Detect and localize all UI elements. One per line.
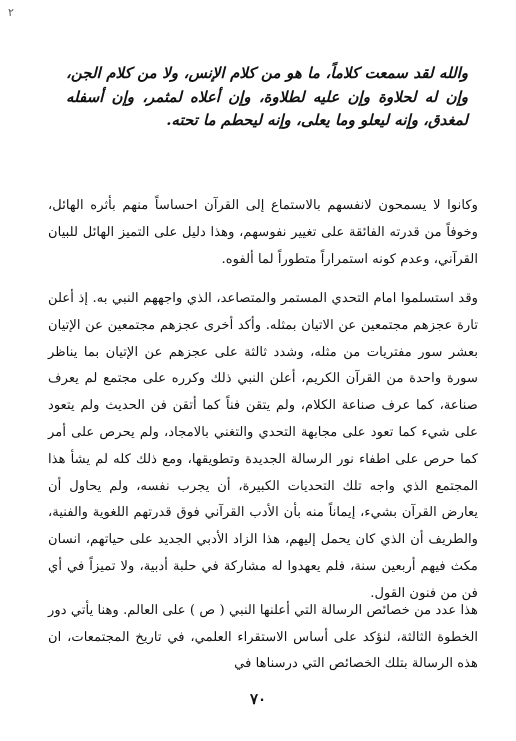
paragraph-2: وقد استسلموا امام التحدي المستمر والمتصاعد، الذي واجههم النبي به. إذ أعلن تارة عجزهم مجتمعين عن الاتيان بمثله. وأكد أخرى عجزهم مجتمعين عن الإتيان بعشر سور مفتريات من مثله، وشدد ثالثة على عجزهم عن الإتيان بما يناظر سورة واحدة من القرآن الكريم، أعلن النبي ذلك وكرره على مجتمع لم يعرف صناعة، كما عرف صناعة الكلام، ولم يتقن فناً كما أتقن فن الحديث ولم يتعود على شيء كما تعود على مجابهة التحدي والتغني بالامجاد، ولم يحرص على أمر كما حرص على اطفاء نور الرسالة الجديدة وتطويقها، ومع ذلك كله لم يشأ هذا المجتمع الذي واجه تلك التحديات الكبيرة، أن يجرب نفسه، ولم يحاول أن يعارض القرآن بشيء، إيماناً منه بأن الأدب القرآني فوق قدرتهم اللغوية والفنية، والطريف أن الذي كان يحمل إليهم، هذا الزاد الأدبي الجديد على حياتهم، انسان مكث فيهم أربعين سنة، فلم يعهدوا له مشاركة في حلبة أدبية، ولا تميزاً في أي فن من فنون القول. xyxy=(48,291,478,601)
page-number: ٧٠ xyxy=(249,690,267,708)
paragraph-3: هذا عدد من خصائص الرسالة التي أعلنها النبي ( ص ) على العالم. وهنا يأتي دور الخطوة الثالثة، لنؤكد على أساس الاستقراء العلمي، في تاريخ المجتمعات، ان هذه الرسالة بتلك الخصائص التي درسناها في xyxy=(48,603,478,671)
corner-mark: ٢ xyxy=(8,6,14,19)
quote-block: والله لقد سمعت كلاماً، ما هو من كلام الإنس، ولا من كلام الجن، وإن له لحلاوة وإن عليه لطلاوة، وإن أعلاه لمثمر، وإن أسفله لمغدق، وإنه ليعلو وما يعلى، وإنه ليحطم ما تحته. xyxy=(66,64,468,129)
paragraph-1: وكانوا لا يسمحون لانفسهم بالاستماع إلى القرآن احساساً منهم بأثره الهائل، وخوفاً من قدرته الفائقة على تغيير نفوسهم، وهذا دليل على التميز الهائل للبيان القرآني، وعدم كونه استمراراً متطوراً لما ألفوه. xyxy=(48,198,478,267)
